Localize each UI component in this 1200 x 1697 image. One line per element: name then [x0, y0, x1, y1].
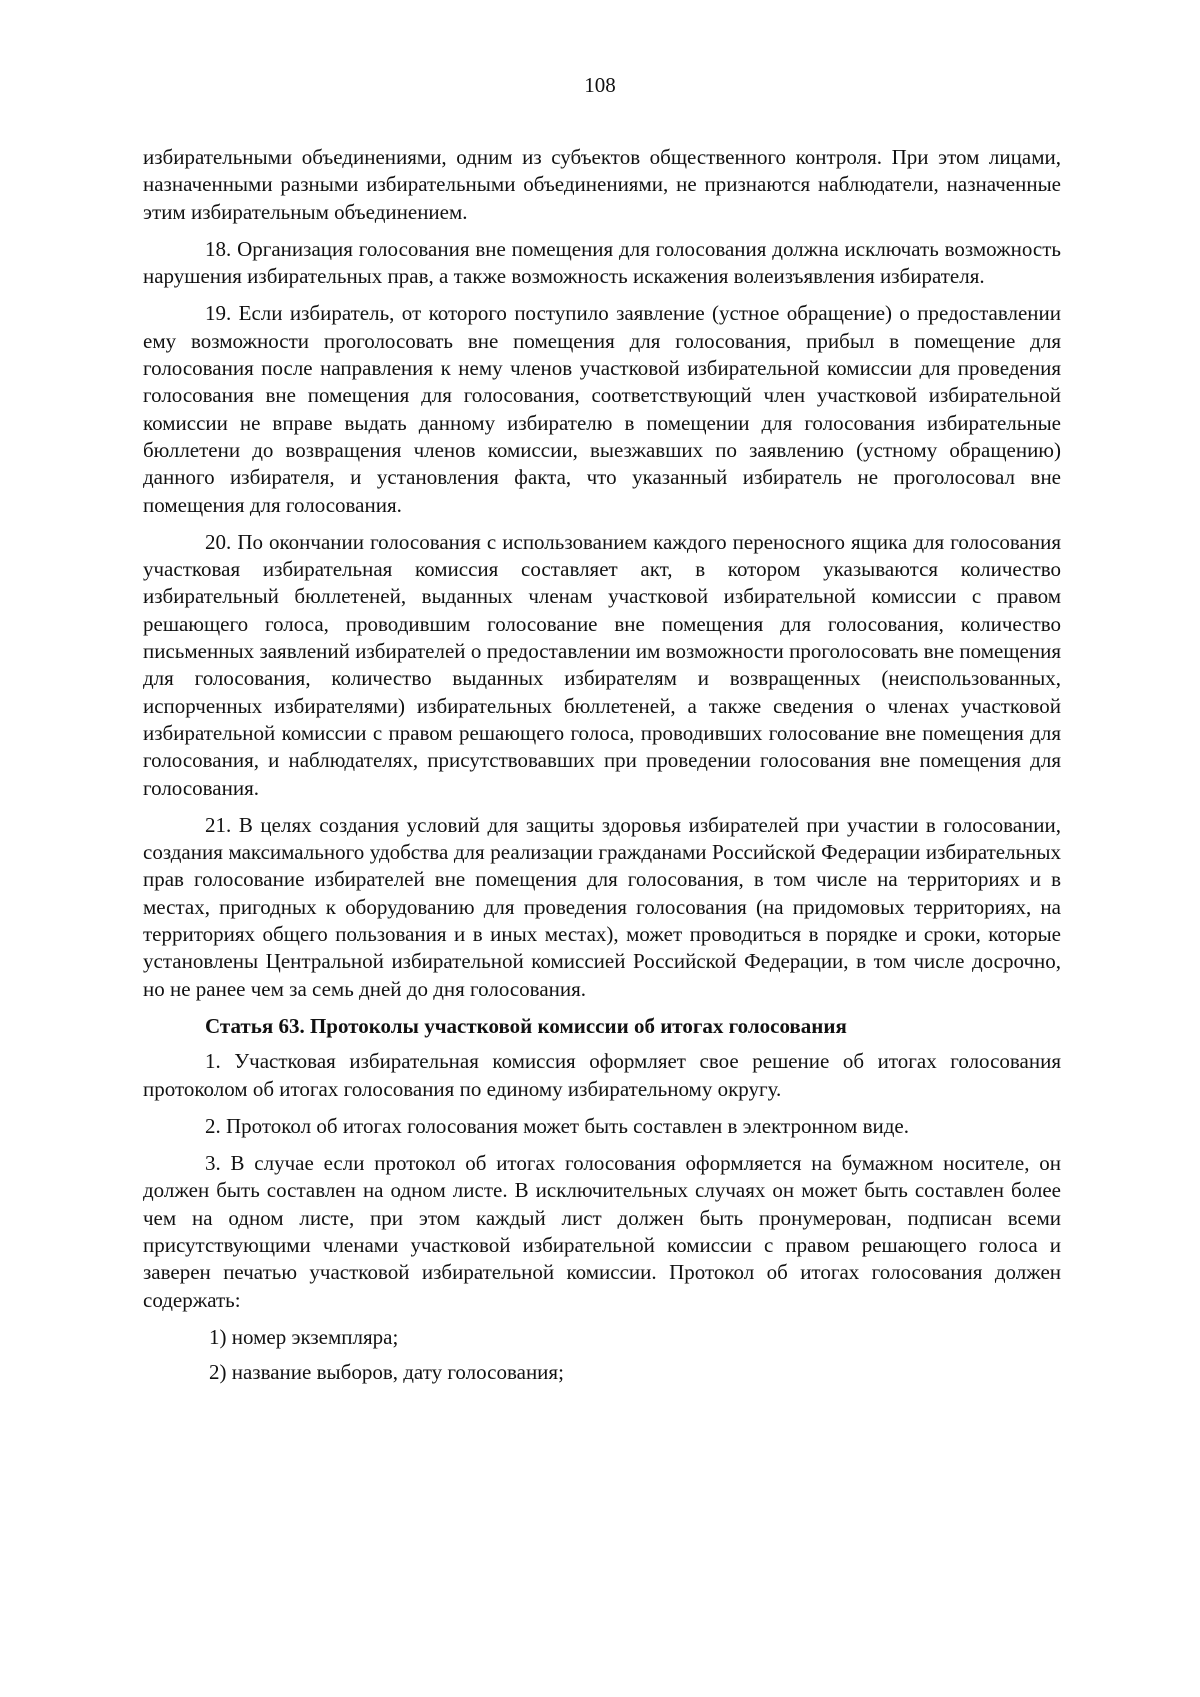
article-paragraph-3: 3. В случае если протокол об итогах голосования оформляется на бумажном носителе, он должен быть составлен на одном листе. В исключительных случаях он может быть составлен более чем на одном листе, при этом каждый лист должен быть пронумерован, подписан всеми присутствующими членами участковой избирательной комиссии с правом решающего голоса и заверен печатью участковой избирательной комиссии. Протокол об итогах голосования должен содержать:: [143, 1151, 1061, 1312]
article-heading: Статья 63. Протоколы участковой комиссии об итогах голосования: [205, 1013, 847, 1038]
paragraph-18: 18. Организация голосования вне помещения для голосования должна исключать возможность нарушения избирательных прав, а также возможность искажения волеизъявления избирателя.: [143, 236, 1061, 289]
paragraph-20: 20. По окончании голосования с использованием каждого переносного ящика для голосования участковая избирательная комиссия составляет акт, в котором указываются количество избирательный бюллетеней, выданных членам участковой избирательной комиссии с правом решающего голоса, проводившим голосование вне помещения для голосования, количество письменных заявлений избирателей о предоставлении им возможности проголосовать вне помещения для голосования, количество выданных избирателям и возвращенных (неиспользованных, испорченных избирателями) избирательных бюллетеней, а также сведения о членах участковой избирательной комиссии с правом решающего голоса, проводивших голосование вне помещения для голосования, и наблюдателях, присутствовавших при проведении голосования вне помещения для голосования.: [143, 529, 1061, 800]
paragraph-19: 19. Если избиратель, от которого поступило заявление (устное обращение) о предоставлении ему возможности проголосовать вне помещения для голосования, прибыл в помещение для голосования после направления к нему членов участковой избирательной комиссии для проведения голосования вне помещения для голосования, соответствующий член участковой избирательной комиссии не вправе выдать данному избирателю в помещении для голосования избирательные бюллетени до возвращения членов комиссии, выезжавших по заявлению (устному обращению) данного избирателя, и установления факта, что указанный избиратель не проголосовал вне помещения для голосования.: [143, 301, 1061, 517]
article-paragraph-1: 1. Участковая избирательная комиссия оформляет свое решение об итогах голосования протоколом об итогах голосования по единому избирательному округу.: [143, 1049, 1061, 1101]
paragraph-21: 21. В целях создания условий для защиты здоровья избирателей при участии в голосовании, создания максимального удобства для реализации гражданами Российской Федерации избирательных прав голосование избирателей вне помещения для голосования, в том числе на территориях и в местах, пригодных к оборудованию для проведения голосования (на придомовых территориях, на территориях общего пользования и в иных местах), может проводиться в порядке и сроки, которые установлены Центральной избирательной комиссией Российской Федерации, в том числе досрочно, но не ранее чем за семь дней до дня голосования.: [143, 812, 1061, 1001]
paragraph-continuation: избирательными объединениями, одним из субъектов общественного контроля. При этом лицами, назначенными разными избирательными объединениями, не признаются наблюдатели, назначенные этим избирательным объединением.: [143, 145, 1061, 224]
page-body: [143, 144, 1061, 1394]
article-paragraph-2: 2. Протокол об итогах голосования может быть составлен в электронном виде.: [205, 1113, 909, 1138]
list-item: 2) название выборов, дату голосования;: [209, 1360, 564, 1385]
list-item: 1) номер экземпляра;: [209, 1324, 399, 1349]
page-number: 108: [584, 73, 616, 97]
